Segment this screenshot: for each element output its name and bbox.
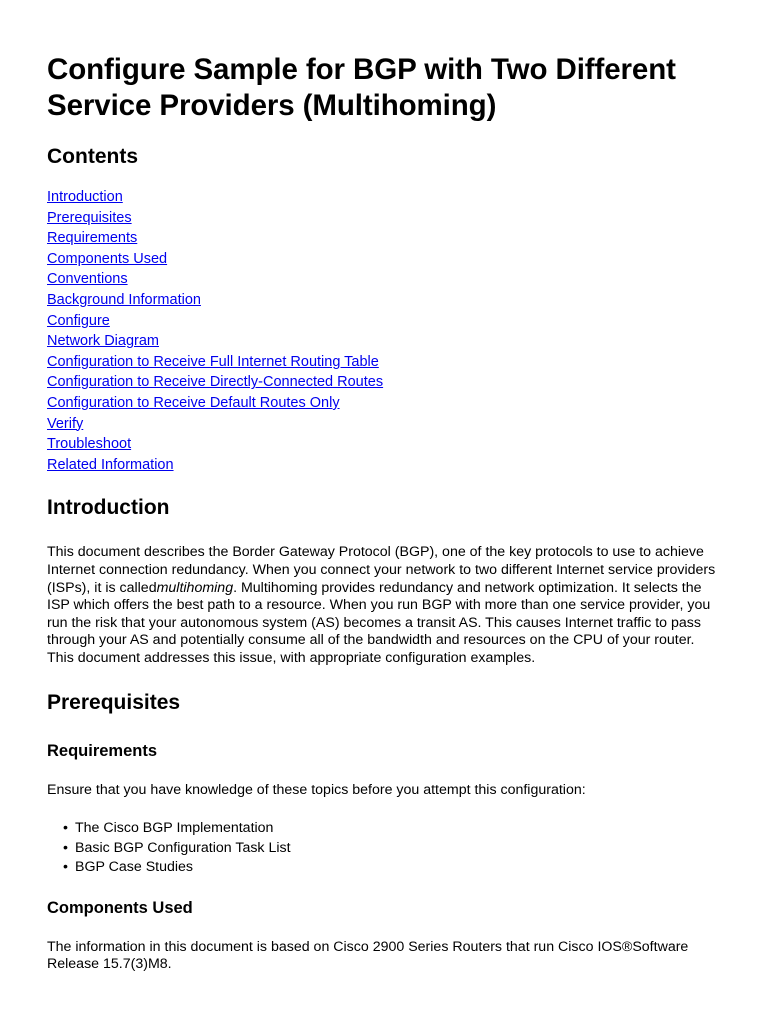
toc-link-network-diagram[interactable]: Network Diagram [47,333,159,350]
title-line-1: Configure Sample for BGP with Two Different [47,53,676,86]
toc-item [47,352,722,373]
title-line-2: Service Providers (Multihoming) [47,89,497,122]
toc-item [47,290,722,311]
document-title [47,0,722,124]
toc-link-config-full-routing-table[interactable]: Configuration to Receive Full Internet Routing Table [47,353,379,370]
toc-item [47,228,722,249]
toc-link-requirements[interactable]: Requirements [47,230,138,247]
toc-item [47,208,722,229]
toc-link-configure[interactable]: Configure [47,312,110,329]
list-item: • The Cisco BGP Implementation [75,819,722,839]
components-used-heading: Components Used [47,898,193,917]
requirements-heading: Requirements [47,742,158,761]
toc-item [47,414,722,435]
toc-item [47,393,722,414]
toc-link-config-directly-connected[interactable]: Configuration to Receive Directly-Connected Routes [47,374,384,391]
toc-link-troubleshoot[interactable]: Troubleshoot [47,436,132,453]
toc-link-background-information[interactable]: Background Information [47,291,201,308]
list-item: • Basic BGP Configuration Task List [75,839,722,859]
toc-item [47,187,722,208]
toc-item [47,269,722,290]
requirements-paragraph: Ensure that you have knowledge of these topics before you attempt this configuration: [47,782,586,799]
prerequisites-heading: Prerequisites [47,691,181,715]
intro-emphasis: multihoming [156,579,234,596]
introduction-heading: Introduction [47,496,170,520]
toc-item [47,455,722,476]
components-used-paragraph: The information in this document is based on Cisco 2900 Series Routers that run Cisco IOS®Software Release 15.7(3)M8. [47,938,689,973]
toc-link-config-default-routes[interactable]: Configuration to Receive Default Routes Only [47,394,340,411]
toc-link-introduction[interactable]: Introduction [47,189,123,205]
toc-link-components-used[interactable]: Components Used [47,250,168,267]
contents-heading: Contents [47,145,138,168]
requirements-list [47,819,722,878]
toc-link-conventions[interactable]: Conventions [47,271,128,288]
introduction-paragraph [47,544,722,667]
toc-item [47,434,722,455]
toc-link-verify[interactable]: Verify [47,415,84,432]
intro-text-after: . Multihoming provides redundancy and network optimization. It selects the ISP which offers the best path to a resource. When you run BGP with more than one service provider, you run the risk that your autonomous system (AS) becomes a transit AS. This causes Internet traffic to pass through your AS and potentially consume all of the bandwidth and resources on the CPU of your router. This document addresses this issue, with appropriate configuration examples. [47,579,711,666]
intro-text-before: This document describes the Border Gateway Protocol (BGP), one of the key protocols to use to achieve Internet connection redundancy. When you connect your network to two different Internet service providers (ISPs), it is called [47,544,716,596]
toc-item [47,331,722,352]
toc-item [47,372,722,393]
table-of-contents [47,187,722,475]
toc-link-related-information[interactable]: Related Information [47,456,174,473]
toc-item [47,249,722,270]
toc-link-prerequisites[interactable]: Prerequisites [47,209,132,226]
toc-item [47,311,722,332]
list-item: • BGP Case Studies [75,858,722,878]
